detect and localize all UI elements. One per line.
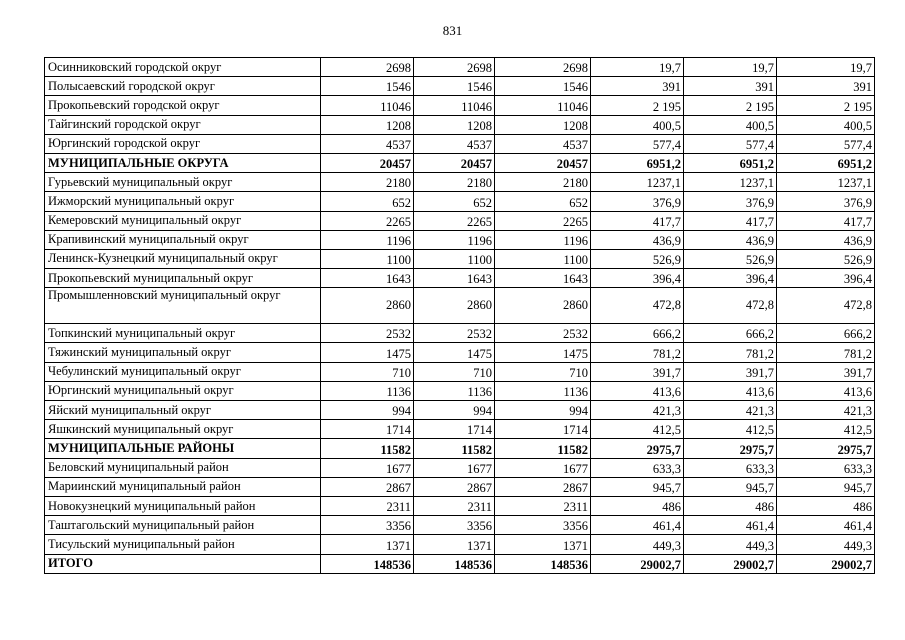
value-cell: 2311 (495, 496, 591, 515)
value-cell: 2867 (495, 477, 591, 496)
row-name-cell: Прокопьевский муниципальный округ (45, 269, 321, 288)
value-cell: 417,7 (684, 211, 777, 230)
value-cell: 412,5 (684, 420, 777, 439)
table-row (45, 288, 875, 324)
row-name-cell: Ленинск-Кузнецкий муниципальный округ (45, 249, 321, 268)
value-cell: 2532 (495, 324, 591, 343)
value-cell: 29002,7 (684, 554, 777, 573)
table-total-row (45, 554, 875, 573)
row-name-cell: Крапивинский муниципальный округ (45, 230, 321, 249)
value-cell: 486 (684, 496, 777, 515)
value-cell: 2265 (414, 211, 495, 230)
value-cell: 1643 (321, 269, 414, 288)
value-cell: 1196 (321, 230, 414, 249)
row-name-cell: Яшкинский муниципальный округ (45, 420, 321, 439)
value-cell: 396,4 (591, 269, 684, 288)
value-cell: 1714 (321, 420, 414, 439)
value-cell: 449,3 (684, 535, 777, 554)
value-cell: 391,7 (684, 362, 777, 381)
value-cell: 19,7 (684, 58, 777, 77)
row-name-cell: Таштагольский муниципальный район (45, 516, 321, 535)
value-cell: 391,7 (777, 362, 875, 381)
value-cell: 391 (684, 77, 777, 96)
table-row (45, 134, 875, 153)
value-cell: 1208 (414, 115, 495, 134)
value-cell: 781,2 (684, 343, 777, 362)
value-cell: 994 (321, 401, 414, 420)
value-cell: 4537 (321, 134, 414, 153)
row-name-cell: Топкинский муниципальный округ (45, 324, 321, 343)
value-cell: 11582 (495, 439, 591, 458)
value-cell: 421,3 (591, 401, 684, 420)
value-cell: 781,2 (591, 343, 684, 362)
value-cell: 486 (591, 496, 684, 515)
value-cell: 11046 (414, 96, 495, 115)
value-cell: 1371 (321, 535, 414, 554)
value-cell: 29002,7 (777, 554, 875, 573)
value-cell: 994 (495, 401, 591, 420)
value-cell: 417,7 (777, 211, 875, 230)
value-cell: 945,7 (591, 477, 684, 496)
value-cell: 400,5 (777, 115, 875, 134)
table-row (45, 173, 875, 192)
value-cell: 6951,2 (777, 153, 875, 172)
value-cell: 652 (414, 192, 495, 211)
table-row (45, 516, 875, 535)
value-cell: 1475 (321, 343, 414, 362)
value-cell: 412,5 (591, 420, 684, 439)
value-cell: 2 195 (684, 96, 777, 115)
table-row (45, 96, 875, 115)
row-name-cell: Яйский муниципальный округ (45, 401, 321, 420)
value-cell: 2975,7 (684, 439, 777, 458)
value-cell: 396,4 (777, 269, 875, 288)
value-cell: 2180 (495, 173, 591, 192)
value-cell: 400,5 (684, 115, 777, 134)
value-cell: 391 (591, 77, 684, 96)
value-cell: 11046 (495, 96, 591, 115)
value-cell: 391 (777, 77, 875, 96)
value-cell: 577,4 (591, 134, 684, 153)
row-name-cell: Беловский муниципальный район (45, 458, 321, 477)
row-name-cell: Осинниковский городской округ (45, 58, 321, 77)
value-cell: 20457 (495, 153, 591, 172)
value-cell: 666,2 (591, 324, 684, 343)
row-name-cell: Ижморский муниципальный округ (45, 192, 321, 211)
value-cell: 2975,7 (777, 439, 875, 458)
value-cell: 1208 (495, 115, 591, 134)
value-cell: 666,2 (777, 324, 875, 343)
value-cell: 1677 (414, 458, 495, 477)
value-cell: 1475 (495, 343, 591, 362)
value-cell: 391,7 (591, 362, 684, 381)
value-cell: 148536 (414, 554, 495, 573)
value-cell: 2698 (321, 58, 414, 77)
value-cell: 710 (321, 362, 414, 381)
table-row (45, 58, 875, 77)
value-cell: 1643 (414, 269, 495, 288)
row-name-cell: Тайгинский городской округ (45, 115, 321, 134)
value-cell: 1208 (321, 115, 414, 134)
table-row (45, 269, 875, 288)
value-cell: 1371 (414, 535, 495, 554)
value-cell: 11046 (321, 96, 414, 115)
row-name-cell: Мариинский муниципальный район (45, 477, 321, 496)
table-row (45, 401, 875, 420)
value-cell: 3356 (414, 516, 495, 535)
row-name-cell: Промышленновский муниципальный округ (45, 288, 321, 324)
value-cell: 2867 (321, 477, 414, 496)
value-cell: 461,4 (684, 516, 777, 535)
row-name-cell: Полысаевский городской округ (45, 77, 321, 96)
value-cell: 148536 (321, 554, 414, 573)
value-cell: 421,3 (777, 401, 875, 420)
value-cell: 1100 (321, 249, 414, 268)
value-cell: 1714 (495, 420, 591, 439)
value-cell: 2532 (321, 324, 414, 343)
value-cell: 1237,1 (684, 173, 777, 192)
value-cell: 652 (495, 192, 591, 211)
table-row (45, 362, 875, 381)
row-name-cell: Прокопьевский городской округ (45, 96, 321, 115)
value-cell: 400,5 (591, 115, 684, 134)
value-cell: 633,3 (777, 458, 875, 477)
row-name-cell: Гурьевский муниципальный округ (45, 173, 321, 192)
value-cell: 461,4 (591, 516, 684, 535)
value-cell: 449,3 (777, 535, 875, 554)
value-cell: 1100 (495, 249, 591, 268)
value-cell: 1237,1 (777, 173, 875, 192)
value-cell: 417,7 (591, 211, 684, 230)
page-number: 831 (442, 23, 463, 38)
value-cell: 1546 (495, 77, 591, 96)
value-cell: 710 (414, 362, 495, 381)
row-name-cell: ИТОГО (45, 554, 321, 573)
value-cell: 472,8 (777, 288, 875, 324)
value-cell: 472,8 (591, 288, 684, 324)
value-cell: 2698 (495, 58, 591, 77)
value-cell: 2860 (495, 288, 591, 324)
value-cell: 2867 (414, 477, 495, 496)
value-cell: 1546 (414, 77, 495, 96)
value-cell: 376,9 (684, 192, 777, 211)
value-cell: 29002,7 (591, 554, 684, 573)
value-cell: 2265 (321, 211, 414, 230)
value-cell: 526,9 (591, 249, 684, 268)
value-cell: 2265 (495, 211, 591, 230)
value-cell: 781,2 (777, 343, 875, 362)
table-total-row (45, 153, 875, 172)
row-name-cell: Чебулинский муниципальный округ (45, 362, 321, 381)
value-cell: 376,9 (591, 192, 684, 211)
value-cell: 1136 (321, 381, 414, 400)
value-cell: 1546 (321, 77, 414, 96)
value-cell: 413,6 (591, 381, 684, 400)
value-cell: 2 195 (777, 96, 875, 115)
value-cell: 413,6 (684, 381, 777, 400)
value-cell: 1371 (495, 535, 591, 554)
table-row (45, 249, 875, 268)
table-row (45, 420, 875, 439)
value-cell: 710 (495, 362, 591, 381)
value-cell: 1677 (495, 458, 591, 477)
value-cell: 633,3 (591, 458, 684, 477)
table-row (45, 458, 875, 477)
value-cell: 633,3 (684, 458, 777, 477)
value-cell: 413,6 (777, 381, 875, 400)
table-row (45, 192, 875, 211)
value-cell: 436,9 (684, 230, 777, 249)
value-cell: 577,4 (777, 134, 875, 153)
row-name-cell: Тяжинский муниципальный округ (45, 343, 321, 362)
table-row (45, 381, 875, 400)
value-cell: 2180 (321, 173, 414, 192)
value-cell: 20457 (414, 153, 495, 172)
value-cell: 1714 (414, 420, 495, 439)
value-cell: 19,7 (777, 58, 875, 77)
value-cell: 945,7 (777, 477, 875, 496)
value-cell: 148536 (495, 554, 591, 573)
row-name-cell: Тисульский муниципальный район (45, 535, 321, 554)
value-cell: 1196 (495, 230, 591, 249)
value-cell: 3356 (321, 516, 414, 535)
table-row (45, 324, 875, 343)
value-cell: 396,4 (684, 269, 777, 288)
value-cell: 11582 (321, 439, 414, 458)
value-cell: 1677 (321, 458, 414, 477)
table-row (45, 115, 875, 134)
value-cell: 6951,2 (684, 153, 777, 172)
table-total-row (45, 439, 875, 458)
value-cell: 20457 (321, 153, 414, 172)
value-cell: 1136 (414, 381, 495, 400)
value-cell: 2975,7 (591, 439, 684, 458)
value-cell: 1196 (414, 230, 495, 249)
value-cell: 652 (321, 192, 414, 211)
row-name-cell: Кемеровский муниципальный округ (45, 211, 321, 230)
value-cell: 486 (777, 496, 875, 515)
value-cell: 945,7 (684, 477, 777, 496)
table-body (45, 58, 875, 574)
value-cell: 2 195 (591, 96, 684, 115)
row-name-cell: Новокузнецкий муниципальный район (45, 496, 321, 515)
value-cell: 526,9 (684, 249, 777, 268)
value-cell: 4537 (495, 134, 591, 153)
value-cell: 526,9 (777, 249, 875, 268)
row-name-cell: МУНИЦИПАЛЬНЫЕ ОКРУГА (45, 153, 321, 172)
value-cell: 19,7 (591, 58, 684, 77)
value-cell: 472,8 (684, 288, 777, 324)
row-name-cell: Юргинский муниципальный округ (45, 381, 321, 400)
value-cell: 2860 (414, 288, 495, 324)
value-cell: 436,9 (777, 230, 875, 249)
value-cell: 436,9 (591, 230, 684, 249)
table-row (45, 230, 875, 249)
value-cell: 461,4 (777, 516, 875, 535)
value-cell: 6951,2 (591, 153, 684, 172)
value-cell: 2180 (414, 173, 495, 192)
row-name-cell: Юргинский городской округ (45, 134, 321, 153)
table-row (45, 535, 875, 554)
value-cell: 666,2 (684, 324, 777, 343)
table-row (45, 496, 875, 515)
table-row (45, 477, 875, 496)
value-cell: 2311 (414, 496, 495, 515)
value-cell: 994 (414, 401, 495, 420)
value-cell: 449,3 (591, 535, 684, 554)
value-cell: 577,4 (684, 134, 777, 153)
municipal-data-table (44, 57, 875, 574)
value-cell: 2532 (414, 324, 495, 343)
value-cell: 11582 (414, 439, 495, 458)
value-cell: 376,9 (777, 192, 875, 211)
table-row (45, 211, 875, 230)
value-cell: 2311 (321, 496, 414, 515)
value-cell: 421,3 (684, 401, 777, 420)
value-cell: 2860 (321, 288, 414, 324)
value-cell: 1643 (495, 269, 591, 288)
table-row (45, 343, 875, 362)
table-row (45, 77, 875, 96)
value-cell: 1237,1 (591, 173, 684, 192)
value-cell: 2698 (414, 58, 495, 77)
value-cell: 1136 (495, 381, 591, 400)
value-cell: 412,5 (777, 420, 875, 439)
value-cell: 1475 (414, 343, 495, 362)
value-cell: 4537 (414, 134, 495, 153)
value-cell: 1100 (414, 249, 495, 268)
row-name-cell: МУНИЦИПАЛЬНЫЕ РАЙОНЫ (45, 439, 321, 458)
value-cell: 3356 (495, 516, 591, 535)
